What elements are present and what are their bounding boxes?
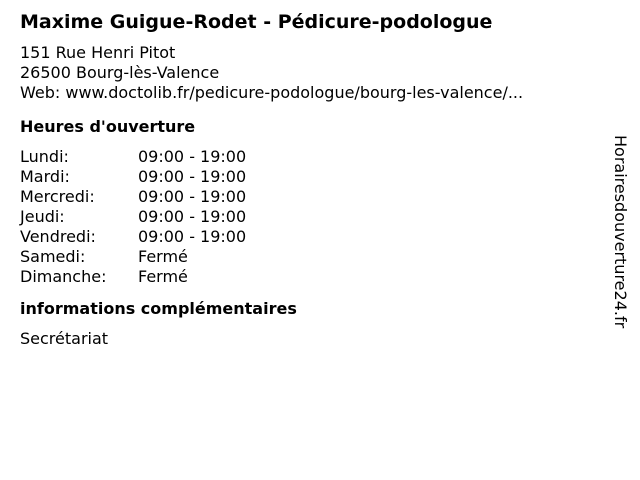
time-value: 09:00 - 19:00 bbox=[138, 167, 247, 186]
street-address: 151 Rue Henri Pitot bbox=[20, 43, 176, 62]
time-value: Fermé bbox=[138, 247, 188, 266]
day-label: Samedi: bbox=[20, 247, 86, 266]
time-value: 09:00 - 19:00 bbox=[138, 227, 247, 246]
time-value: 09:00 - 19:00 bbox=[138, 207, 247, 226]
info-text: Secrétariat bbox=[20, 329, 109, 348]
day-label: Mardi: bbox=[20, 167, 70, 186]
hours-row-tuesday bbox=[20, 167, 600, 187]
site-watermark: Horairesdouverture24.fr bbox=[611, 135, 630, 329]
hours-row-sunday bbox=[20, 267, 600, 287]
hours-row-saturday bbox=[20, 247, 600, 267]
day-label: Jeudi: bbox=[20, 207, 65, 226]
hours-row-friday bbox=[20, 227, 600, 247]
business-card bbox=[20, 9, 600, 349]
day-label: Lundi: bbox=[20, 147, 69, 166]
info-heading: informations complémentaires bbox=[20, 299, 297, 318]
website-link[interactable]: Web: www.doctolib.fr/pedicure-podologue/bourg-les-valence/... bbox=[20, 83, 524, 102]
page-title: Maxime Guigue-Rodet - Pédicure-podologue bbox=[20, 11, 493, 33]
hours-row-thursday bbox=[20, 207, 600, 227]
hours-row-monday bbox=[20, 147, 600, 167]
day-label: Vendredi: bbox=[20, 227, 96, 246]
time-value: 09:00 - 19:00 bbox=[138, 147, 247, 166]
time-value: 09:00 - 19:00 bbox=[138, 187, 247, 206]
address-block bbox=[20, 43, 600, 103]
hours-heading: Heures d'ouverture bbox=[20, 117, 196, 136]
day-label: Dimanche: bbox=[20, 267, 107, 286]
hours-row-wednesday bbox=[20, 187, 600, 207]
time-value: Fermé bbox=[138, 267, 188, 286]
city-address: 26500 Bourg-lès-Valence bbox=[20, 63, 220, 82]
day-label: Mercredi: bbox=[20, 187, 95, 206]
opening-hours-table bbox=[20, 147, 600, 287]
